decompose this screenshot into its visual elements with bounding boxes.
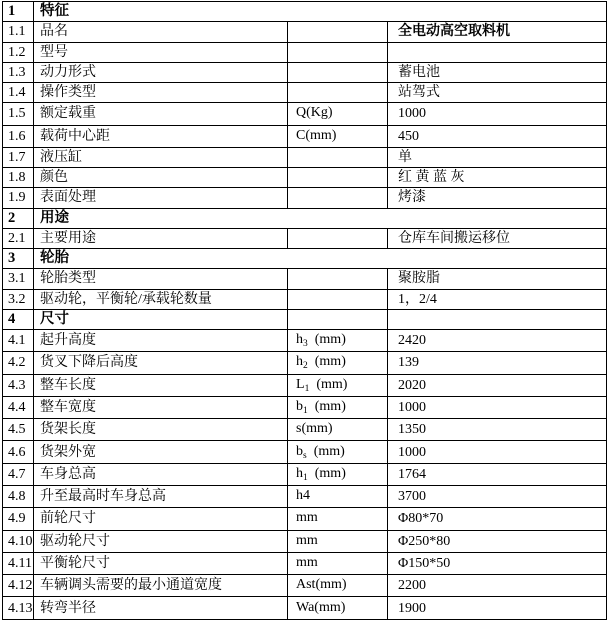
row-value-cell: 聚胺脂 xyxy=(388,269,607,289)
row-value-cell: 1000 xyxy=(388,441,607,463)
table-row xyxy=(3,352,607,374)
row-label-cell: 型号 xyxy=(34,42,288,62)
table-row xyxy=(3,552,607,574)
spec-table-body xyxy=(3,2,607,620)
row-label-cell: 品名 xyxy=(34,22,288,42)
symbol-base: Ast(mm) xyxy=(296,577,347,593)
row-value-cell: 2200 xyxy=(388,575,607,597)
row-index-cell: 4.9 xyxy=(3,508,34,530)
row-label-cell: 用途 xyxy=(34,208,607,228)
row-index-cell: 2 xyxy=(3,208,34,228)
row-symbol-cell xyxy=(288,103,388,125)
row-value-cell: 单 xyxy=(388,147,607,167)
row-value-cell: 1764 xyxy=(388,463,607,485)
row-label-cell: 车辆调头需要的最小通道宽度 xyxy=(34,575,288,597)
symbol-unit: (mm) xyxy=(307,332,346,348)
symbol-subscript: 1 xyxy=(303,472,308,483)
symbol-base: h xyxy=(296,465,303,481)
row-index-cell: 4.2 xyxy=(3,352,34,374)
row-symbol-cell xyxy=(288,125,388,147)
row-value-cell: 站驾式 xyxy=(388,83,607,103)
row-index-cell: 1.6 xyxy=(3,125,34,147)
row-label-cell: 主要用途 xyxy=(34,228,288,248)
row-value-cell xyxy=(388,42,607,62)
row-label-cell: 额定载重 xyxy=(34,103,288,125)
row-symbol-cell xyxy=(288,42,388,62)
row-label-cell: 操作类型 xyxy=(34,83,288,103)
symbol-base: C(mm) xyxy=(296,127,337,143)
row-index-cell: 4 xyxy=(3,309,34,329)
table-row xyxy=(3,396,607,418)
row-value-cell: 2020 xyxy=(388,374,607,396)
row-symbol-cell xyxy=(288,396,388,418)
row-label-cell: 起升高度 xyxy=(34,330,288,352)
symbol-base: s(mm) xyxy=(296,421,333,437)
row-label-cell: 载荷中心距 xyxy=(34,125,288,147)
table-row xyxy=(3,62,607,82)
table-row xyxy=(3,188,607,208)
table-row xyxy=(3,249,607,269)
table-row xyxy=(3,83,607,103)
row-value-cell: 2420 xyxy=(388,330,607,352)
row-index-cell: 1.5 xyxy=(3,103,34,125)
row-index-cell: 4.11 xyxy=(3,552,34,574)
row-label-cell: 颜色 xyxy=(34,168,288,188)
symbol-base: h xyxy=(296,354,303,370)
table-row xyxy=(3,42,607,62)
table-row xyxy=(3,208,607,228)
table-row xyxy=(3,103,607,125)
table-row xyxy=(3,597,607,620)
row-index-cell: 3.2 xyxy=(3,289,34,309)
row-symbol-cell xyxy=(288,147,388,167)
row-label-cell: 转弯半径 xyxy=(34,597,288,620)
row-label-cell: 表面处理 xyxy=(34,188,288,208)
row-value-cell: 3700 xyxy=(388,486,607,508)
row-index-cell: 4.6 xyxy=(3,441,34,463)
row-symbol-cell xyxy=(288,228,388,248)
symbol-unit: (mm) xyxy=(307,465,346,481)
row-value-cell: 139 xyxy=(388,352,607,374)
table-row xyxy=(3,289,607,309)
row-value-cell: 1900 xyxy=(388,597,607,620)
row-symbol-cell xyxy=(288,374,388,396)
symbol-base: mm xyxy=(296,510,318,526)
row-value-cell: 1，2/4 xyxy=(388,289,607,309)
row-value-cell: Φ250*80 xyxy=(388,530,607,552)
row-symbol-cell xyxy=(288,309,388,329)
spec-table xyxy=(2,1,607,620)
row-label-cell: 轮胎 xyxy=(34,249,607,269)
row-value-cell: 1350 xyxy=(388,419,607,441)
table-row xyxy=(3,168,607,188)
row-symbol-cell xyxy=(288,441,388,463)
symbol-unit: (mm) xyxy=(306,443,345,459)
table-row xyxy=(3,147,607,167)
row-index-cell: 4.5 xyxy=(3,419,34,441)
row-value-cell: 仓库车间搬运移位 xyxy=(388,228,607,248)
table-row xyxy=(3,374,607,396)
table-row xyxy=(3,228,607,248)
row-symbol-cell xyxy=(288,597,388,620)
table-row xyxy=(3,2,607,22)
row-value-cell: 1000 xyxy=(388,396,607,418)
row-symbol-cell xyxy=(288,530,388,552)
symbol-base: Q(Kg) xyxy=(296,105,333,121)
symbol-base: h4 xyxy=(296,488,310,504)
row-value-cell: 蓄电池 xyxy=(388,62,607,82)
row-symbol-cell xyxy=(288,463,388,485)
row-index-cell: 4.8 xyxy=(3,486,34,508)
row-index-cell: 4.7 xyxy=(3,463,34,485)
symbol-subscript: 2 xyxy=(303,361,308,372)
symbol-base: b xyxy=(296,399,303,415)
row-label-cell: 整车长度 xyxy=(34,374,288,396)
row-symbol-cell xyxy=(288,575,388,597)
row-index-cell: 4.10 xyxy=(3,530,34,552)
table-row xyxy=(3,463,607,485)
row-symbol-cell xyxy=(288,486,388,508)
row-symbol-cell xyxy=(288,352,388,374)
row-label-cell: 车身总高 xyxy=(34,463,288,485)
table-row xyxy=(3,419,607,441)
row-value-cell: 烤漆 xyxy=(388,188,607,208)
row-label-cell: 货架长度 xyxy=(34,419,288,441)
row-label-cell: 前轮尺寸 xyxy=(34,508,288,530)
row-symbol-cell xyxy=(288,62,388,82)
row-label-cell: 整车宽度 xyxy=(34,396,288,418)
row-value-cell xyxy=(388,309,607,329)
row-index-cell: 2.1 xyxy=(3,228,34,248)
symbol-subscript: s xyxy=(303,450,307,461)
row-symbol-cell xyxy=(288,83,388,103)
row-index-cell: 3.1 xyxy=(3,269,34,289)
symbol-unit: (mm) xyxy=(307,399,346,415)
spec-sheet xyxy=(2,1,607,620)
row-label-cell: 平衡轮尺寸 xyxy=(34,552,288,574)
row-label-cell: 驱动轮尺寸 xyxy=(34,530,288,552)
symbol-base: Wa(mm) xyxy=(296,599,346,615)
table-row xyxy=(3,508,607,530)
row-label-cell: 货叉下降后高度 xyxy=(34,352,288,374)
row-index-cell: 1.1 xyxy=(3,22,34,42)
row-index-cell: 1 xyxy=(3,2,34,22)
row-index-cell: 1.8 xyxy=(3,168,34,188)
row-label-cell: 轮胎类型 xyxy=(34,269,288,289)
row-symbol-cell xyxy=(288,508,388,530)
row-index-cell: 4.3 xyxy=(3,374,34,396)
symbol-base: mm xyxy=(296,555,318,571)
symbol-unit: (mm) xyxy=(307,354,346,370)
row-value-cell: 全电动高空取料机 xyxy=(388,22,607,42)
row-label-cell: 动力形式 xyxy=(34,62,288,82)
row-index-cell: 1.2 xyxy=(3,42,34,62)
row-value-cell: 1000 xyxy=(388,103,607,125)
table-row xyxy=(3,441,607,463)
row-index-cell: 4.4 xyxy=(3,396,34,418)
symbol-base: mm xyxy=(296,532,318,548)
row-symbol-cell xyxy=(288,330,388,352)
row-label-cell: 驱动轮，平衡轮/承载轮数量 xyxy=(34,289,288,309)
symbol-base: b xyxy=(296,443,303,459)
row-value-cell: 红 黄 蓝 灰 xyxy=(388,168,607,188)
row-symbol-cell xyxy=(288,168,388,188)
row-symbol-cell xyxy=(288,269,388,289)
row-label-cell: 尺寸 xyxy=(34,309,288,329)
symbol-base: L xyxy=(296,376,305,392)
row-symbol-cell xyxy=(288,188,388,208)
row-index-cell: 4.13 xyxy=(3,597,34,620)
symbol-subscript: 1 xyxy=(304,383,310,394)
row-label-cell: 液压缸 xyxy=(34,147,288,167)
table-row xyxy=(3,575,607,597)
symbol-subscript: 3 xyxy=(303,339,308,350)
row-value-cell: Φ80*70 xyxy=(388,508,607,530)
row-value-cell: 450 xyxy=(388,125,607,147)
row-symbol-cell xyxy=(288,289,388,309)
symbol-subscript: 1 xyxy=(303,406,308,417)
row-symbol-cell xyxy=(288,22,388,42)
table-row xyxy=(3,309,607,329)
row-index-cell: 1.4 xyxy=(3,83,34,103)
row-index-cell: 1.9 xyxy=(3,188,34,208)
table-row xyxy=(3,22,607,42)
table-row xyxy=(3,269,607,289)
row-value-cell: Φ150*50 xyxy=(388,552,607,574)
symbol-unit: (mm) xyxy=(309,376,348,392)
row-index-cell: 4.1 xyxy=(3,330,34,352)
symbol-base: h xyxy=(296,332,303,348)
row-symbol-cell xyxy=(288,419,388,441)
table-row xyxy=(3,330,607,352)
row-index-cell: 1.3 xyxy=(3,62,34,82)
row-symbol-cell xyxy=(288,552,388,574)
row-index-cell: 1.7 xyxy=(3,147,34,167)
table-row xyxy=(3,125,607,147)
table-row xyxy=(3,486,607,508)
table-row xyxy=(3,530,607,552)
row-index-cell: 4.12 xyxy=(3,575,34,597)
row-label-cell: 升至最高时车身总高 xyxy=(34,486,288,508)
row-index-cell: 3 xyxy=(3,249,34,269)
row-label-cell: 特征 xyxy=(34,2,607,22)
row-label-cell: 货架外宽 xyxy=(34,441,288,463)
